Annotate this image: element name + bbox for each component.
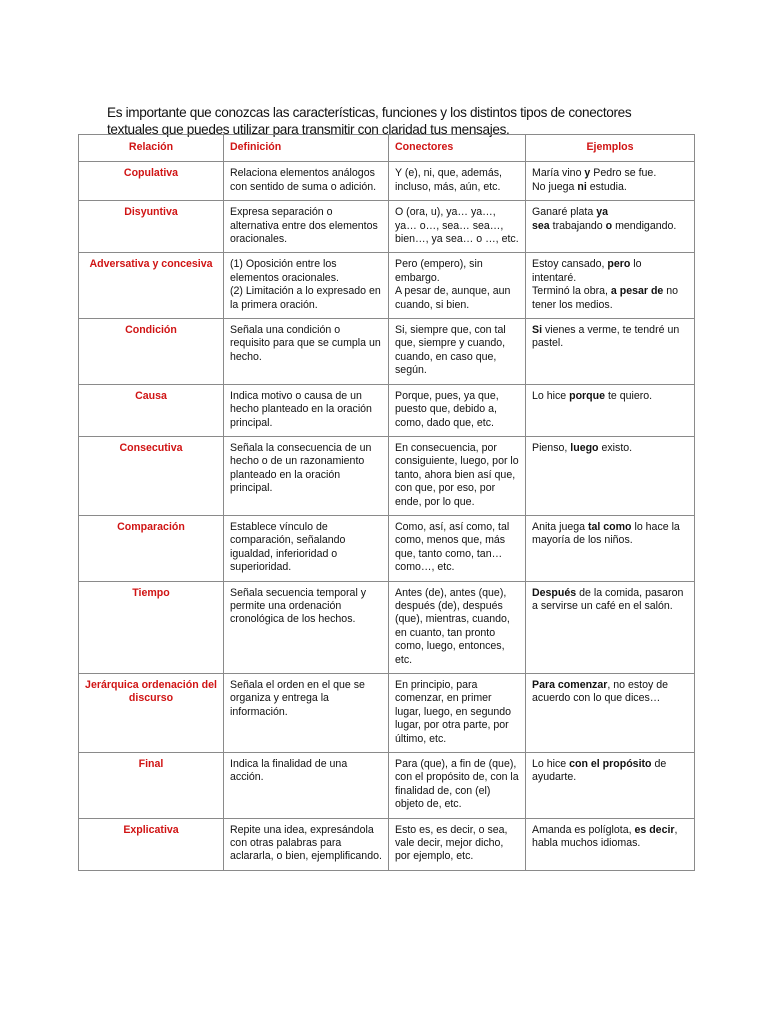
- definition-cell: Expresa separación o alternativa entre dos elementos oracionales.: [224, 201, 389, 253]
- connector-highlight: Después: [532, 586, 577, 599]
- text-segment: Estoy cansado,: [532, 258, 608, 271]
- table-row: [79, 436, 695, 515]
- intro-text: Es importante que conozcas las características, funciones y los distintos tipos de conectores textuales que puedes utilizar para transmitir con claridad tus mensajes.: [107, 104, 632, 137]
- text-segment: estudia.: [586, 180, 627, 193]
- table-row: [79, 384, 695, 436]
- example-cell: [526, 581, 695, 673]
- table-row: [79, 319, 695, 385]
- connector-highlight: Si: [532, 324, 543, 337]
- connectors-cell: Porque, pues, ya que, puesto que, debido a, como, dado que, etc.: [389, 384, 526, 436]
- text-segment: Lo hice: [532, 389, 570, 402]
- connectors-cell: Como, así, así como, tal como, menos que, más que, tanto como, tan… como…, etc.: [389, 515, 526, 581]
- connector-highlight: Para comenzar: [532, 679, 608, 691]
- relation-cell: Adversativa y concesiva: [79, 253, 224, 319]
- connectors-cell: Esto es, es decir, o sea, vale decir, mejor dicho, por ejemplo, etc.: [389, 818, 526, 870]
- text-segment: María vino: [532, 167, 585, 180]
- connector-highlight: luego: [570, 441, 599, 454]
- header-definicion: Definición: [224, 135, 389, 162]
- example-cell: [526, 162, 695, 201]
- text-segment: lo hace la mayoría de los niños.: [532, 520, 680, 547]
- text-segment: mendigando.: [612, 219, 677, 232]
- connectors-cell: Y (e), ni, que, además, incluso, más, aún, etc.: [389, 162, 526, 201]
- relation-cell: Disyuntiva: [79, 201, 224, 253]
- example-cell: [526, 515, 695, 581]
- header-conectores: Conectores: [389, 135, 526, 162]
- connector-highlight: ni: [577, 180, 587, 193]
- text-segment: Pero (empero), sin embargo.: [395, 258, 483, 284]
- text-segment: Terminó la obra,: [532, 285, 611, 298]
- example-cell: [526, 818, 695, 870]
- text-segment: de la comida, pasaron a servirse un café en el salón.: [532, 586, 684, 612]
- connector-highlight: a pesar de: [610, 285, 664, 298]
- connector-highlight: es decir: [634, 823, 675, 836]
- relation-cell: Consecutiva: [79, 436, 224, 515]
- example-cell: [526, 319, 695, 385]
- text-segment: vienes a verme, te tendré un pastel.: [532, 324, 680, 350]
- table-row: [79, 162, 695, 201]
- example-cell: [526, 436, 695, 515]
- definition-cell: Señala el orden en el que se organiza y entrega la información.: [224, 674, 389, 753]
- connector-highlight: tal como: [587, 520, 632, 533]
- definition-cell: Repite una idea, expresándola con otras palabras para aclararla, o bien, ejemplificando.: [224, 818, 389, 870]
- text-segment: Ganaré plata: [532, 206, 597, 219]
- text-segment: no tener los medios.: [532, 285, 679, 311]
- connectors-cell: En consecuencia, por consiguiente, luego, por lo tanto, ahora bien así que, con que, por eso, por ende, por lo que.: [389, 436, 526, 515]
- definition-cell: Señala secuencia temporal y permite una ordenación cronológica de los hechos.: [224, 581, 389, 673]
- connector-highlight: pero: [607, 258, 631, 271]
- text-segment: Lo hice: [532, 758, 570, 771]
- connector-highlight: con el propósito: [569, 758, 652, 771]
- header-ejemplos: Ejemplos: [526, 135, 695, 162]
- table-row: [79, 818, 695, 870]
- connector-highlight: y: [584, 167, 591, 180]
- connector-highlight: o: [605, 219, 613, 232]
- table-body: [79, 162, 695, 870]
- definition-cell: Señala la consecuencia de un hecho o de un razonamiento planteado en la oración principal.: [224, 436, 389, 515]
- definition-cell: Señala una condición o requisito para que se cumpla un hecho.: [224, 319, 389, 385]
- text-segment: te quiero.: [605, 389, 653, 402]
- relation-cell: Explicativa: [79, 818, 224, 870]
- connector-highlight: ya: [596, 206, 608, 219]
- text-segment: Pedro se fue.: [590, 167, 657, 180]
- table-row: [79, 515, 695, 581]
- example-cell: [526, 201, 695, 253]
- header-relacion: Relación: [79, 135, 224, 162]
- relation-cell: Comparación: [79, 515, 224, 581]
- text-segment: (2) Limitación a lo expresado en la primera oración.: [230, 285, 381, 311]
- definition-cell: Indica la finalidad de una acción.: [224, 753, 389, 819]
- connectors-cell: Si, siempre que, con tal que, siempre y cuando, cuando, en caso que, según.: [389, 319, 526, 385]
- text-segment: (1) Oposición entre los elementos oracionales.: [230, 258, 339, 284]
- table-row: [79, 674, 695, 753]
- connectors-cell: Antes (de), antes (que), después (de), después (que), mientras, cuando, en cuanto, tan pronto como, luego, entonces, etc.: [389, 581, 526, 673]
- example-cell: [526, 384, 695, 436]
- text-segment: Anita juega: [532, 520, 588, 533]
- connector-highlight: sea: [532, 219, 550, 232]
- example-cell: [526, 253, 695, 319]
- connectors-cell: O (ora, u), ya… ya…, ya… o…, sea… sea…, bien…, ya sea… o …, etc.: [389, 201, 526, 253]
- text-segment: lo intentaré.: [532, 258, 642, 284]
- text-segment: Pienso,: [532, 441, 571, 454]
- connectors-cell: Para (que), a fin de (que), con el propósito de, con la finalidad de, con (el) objeto de, etc.: [389, 753, 526, 819]
- definition-cell: Indica motivo o causa de un hecho planteado en la oración principal.: [224, 384, 389, 436]
- text-segment: , habla muchos idiomas.: [532, 823, 678, 850]
- relation-cell: Copulativa: [79, 162, 224, 201]
- table-row: [79, 581, 695, 673]
- definition-cell: [224, 253, 389, 319]
- table-row: [79, 201, 695, 253]
- relation-cell: Causa: [79, 384, 224, 436]
- definition-cell: Relaciona elementos análogos con sentido de suma o adición.: [224, 162, 389, 201]
- relation-cell: Condición: [79, 319, 224, 385]
- connectors-cell: En principio, para comenzar, en primer lugar, luego, en segundo lugar, por otra parte, por último, etc.: [389, 674, 526, 753]
- table-row: [79, 253, 695, 319]
- definition-cell: Establece vínculo de comparación, señalando igualdad, inferioridad o superioridad.: [224, 515, 389, 581]
- example-cell: [526, 674, 695, 753]
- relation-cell: Final: [79, 753, 224, 819]
- example-cell: [526, 753, 695, 819]
- text-segment: , no estoy de acuerdo con lo que dices…: [532, 679, 669, 705]
- connectors-cell: [389, 253, 526, 319]
- text-segment: A pesar de, aunque, aun cuando, si bien.: [395, 285, 511, 311]
- relation-cell: Tiempo: [79, 581, 224, 673]
- connector-highlight: porque: [569, 389, 606, 402]
- text-segment: Amanda es políglota,: [532, 823, 635, 836]
- text-segment: de ayudarte.: [532, 758, 667, 784]
- text-segment: trabajando: [549, 219, 606, 232]
- text-segment: No juega: [532, 180, 578, 193]
- text-segment: existo.: [598, 441, 633, 454]
- table-header-row: [79, 135, 695, 162]
- relation-cell: Jerárquica ordenación del discurso: [79, 674, 224, 753]
- table-row: [79, 753, 695, 819]
- connectors-table: [78, 134, 695, 871]
